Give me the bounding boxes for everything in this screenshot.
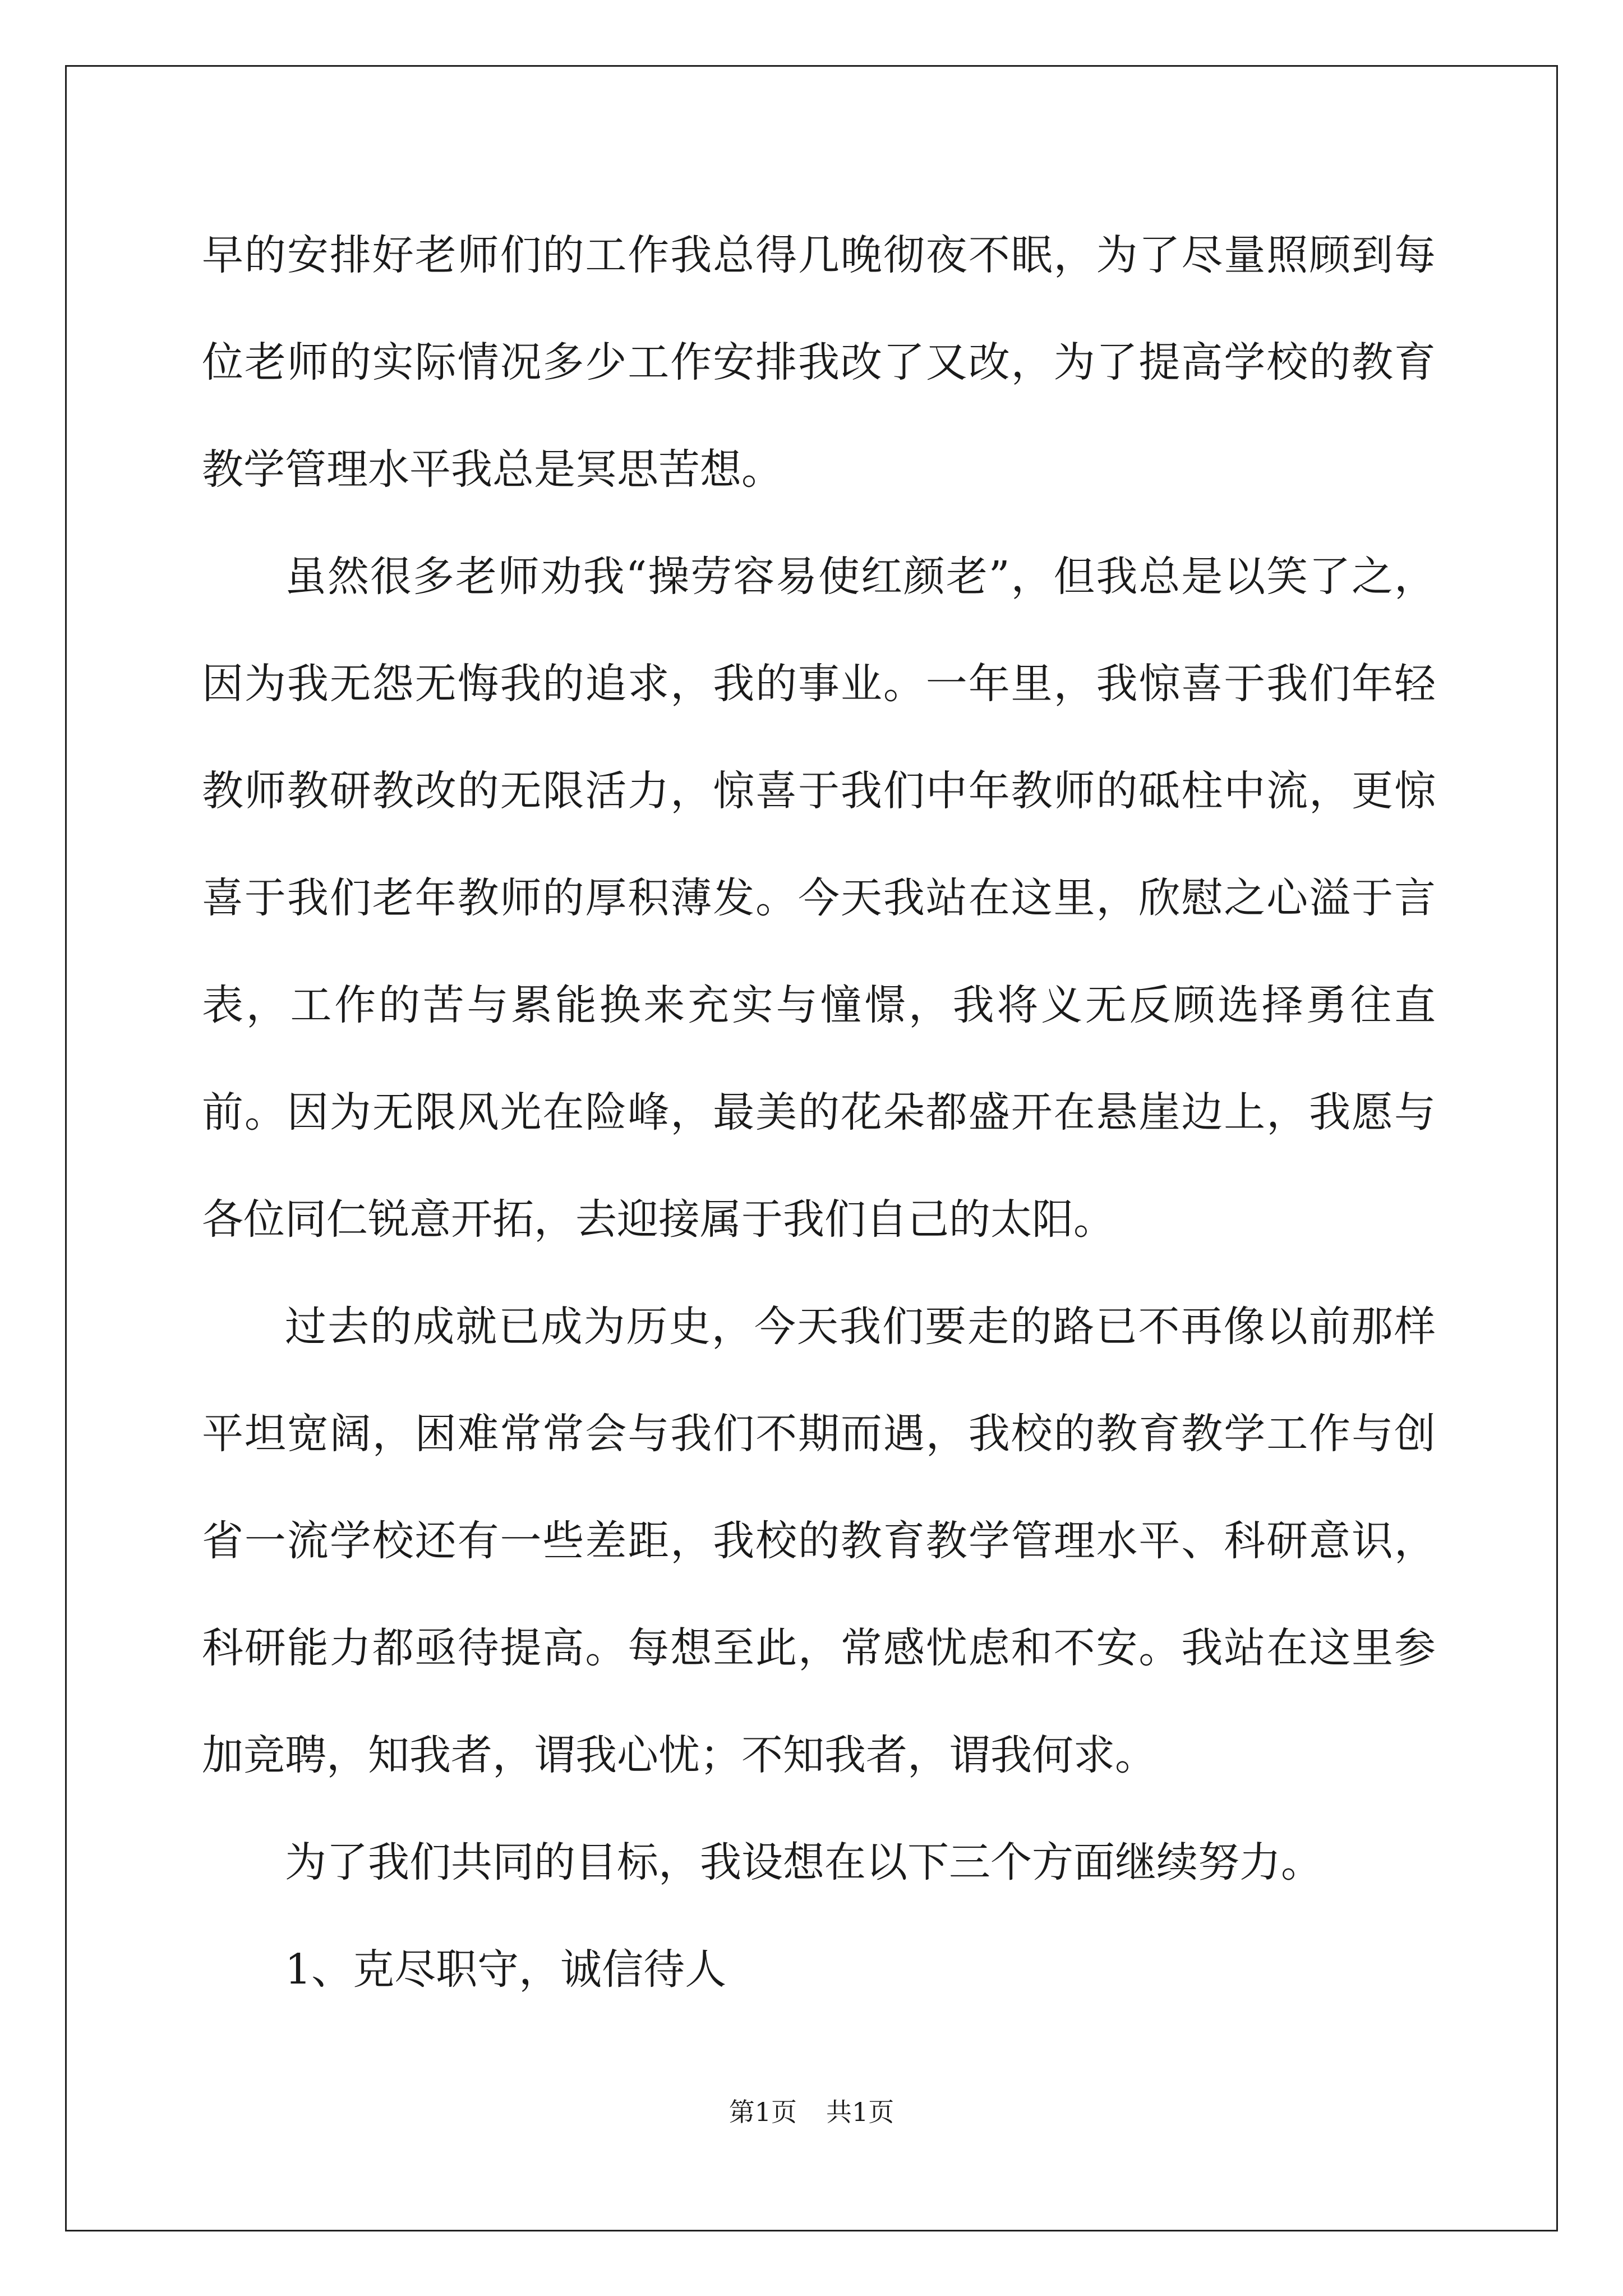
page-number-current: 第1页 (728, 2097, 797, 2127)
paragraph-1: 早的安排好老师们的工作我总得几晚彻夜不眠，为了尽量照顾到每位老师的实际情况多少工作安排我改了又改，为了提高学校的教育教学管理水平我总是冥思苦想。 (202, 231, 1436, 494)
document-body (202, 202, 1436, 2023)
paragraph-5-heading: 1、克尽职守，诚信待人 (285, 1945, 727, 1994)
page-number-total: 共1页 (826, 2097, 895, 2127)
page-footer (0, 2095, 1623, 2129)
paragraph-4: 为了我们共同的目标，我设想在以下三个方面继续努力。 (285, 1838, 1322, 1887)
paragraph-2: 虽然很多老师劝我“操劳容易使红颜老”，但我总是以笑了之，因为我无怨无悔我的追求，我的事业。一年里，我惊喜于我们年轻教师教研教改的无限活力，惊喜于我们中年教师的砥柱中流，更惊喜于我们老年教师的厚积薄发。今天我站在这里，欣慰之心溢于言表，工作的苦与累能换来充实与憧憬，我将义无反顾选择勇往直前。因为无限风光在险峰，最美的花朵都盛开在悬崖边上，我愿与各位同仁锐意开拓，去迎接属于我们自己的太阳。 (202, 553, 1436, 1244)
paragraph-3: 过去的成就已成为历史，今天我们要走的路已不再像以前那样平坦宽阔，困难常常会与我们不期而遇，我校的教育教学工作与创省一流学校还有一些差距，我校的教育教学管理水平、科研意识，科研能力都亟待提高。每想至此，常感忧虑和不安。我站在这里参加竞聘，知我者，谓我心忧；不知我者，谓我何求。 (202, 1303, 1436, 1779)
